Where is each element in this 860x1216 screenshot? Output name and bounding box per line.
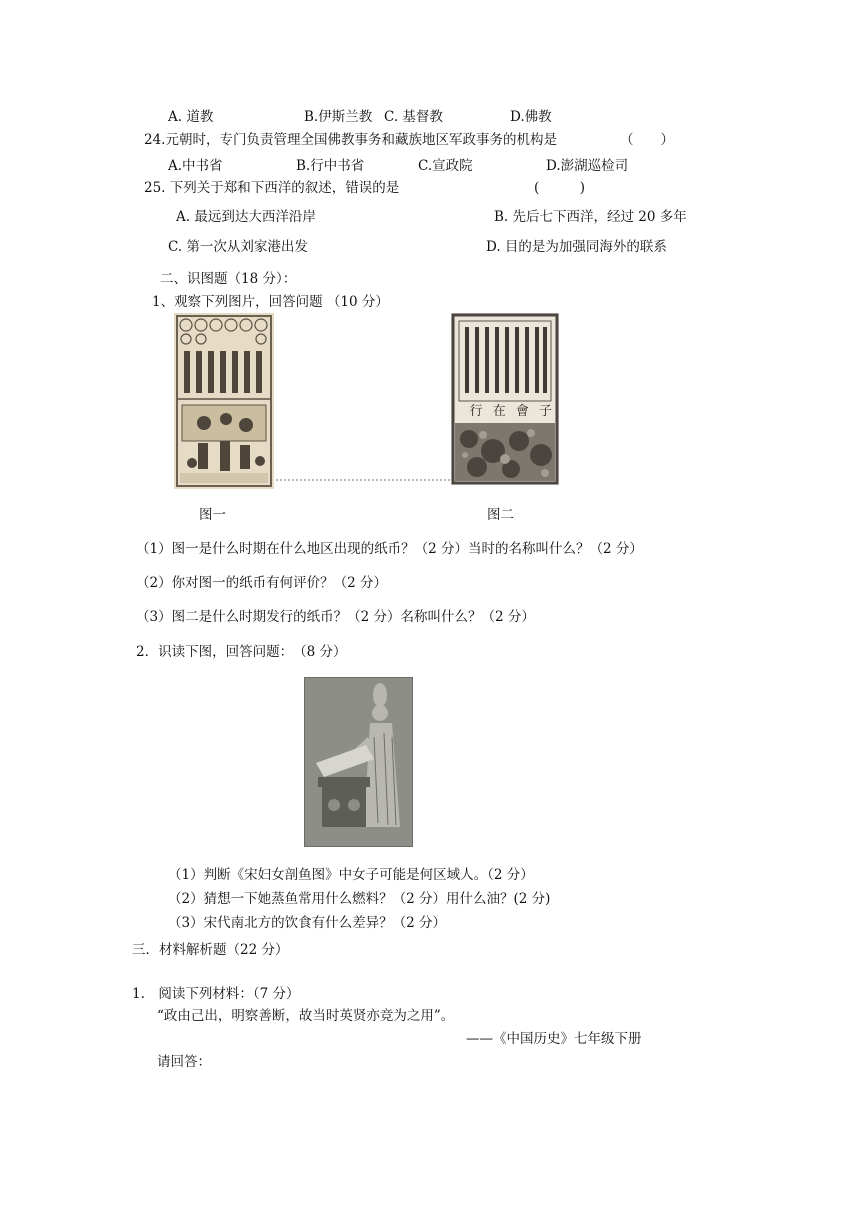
section2-q2-sub1: （1）判断《宋妇女剖鱼图》中女子可能是何区域人。（2 分）: [168, 867, 534, 883]
figure1-caption: 图一: [199, 507, 226, 523]
q25-answer-parentheses: ( ): [534, 180, 586, 196]
figure2-illustration: [455, 423, 555, 481]
q24-stem: 24.元朝时，专门负责管理全国佛教事务和藏族地区军政事务的机构是: [144, 132, 557, 148]
figure2-caption: 图二: [487, 507, 514, 523]
q25-option-a: A. 最远到达大西洋沿岸: [176, 209, 316, 225]
q25-option-d: D. 目的是为加强同海外的联系: [486, 239, 667, 255]
q24-option-b: B.行中书省: [296, 158, 365, 174]
q25-option-b: B. 先后七下西洋，经过 20 多年: [494, 209, 687, 225]
q25-option-c: C. 第一次从刘家港出发: [168, 239, 308, 255]
section2-q2-sub3: （3）宋代南北方的饮食有什么差异？（2 分）: [168, 915, 446, 931]
q25-stem: 25. 下列关于郑和下西洋的叙述，错误的是: [144, 180, 400, 196]
q24-option-c: C.宣政院: [418, 158, 473, 174]
q23-option-c: C. 基督教: [384, 109, 443, 125]
section2-title: 二、识图题（18 分）：: [160, 271, 297, 287]
section3-q1-source: ——《中国历史》七年级下册: [466, 1031, 642, 1047]
section3-title: 三．材料解析题（22 分）: [132, 942, 289, 958]
q23-option-b: B.伊斯兰教: [304, 109, 373, 125]
q24-answer-parentheses: （ ）: [620, 132, 674, 148]
q24-option-a: A.中书省: [168, 158, 223, 174]
section3-q1-prompt: 请回答：: [157, 1054, 211, 1070]
figure2-band-text: 行 在 會 子: [469, 404, 555, 419]
section2-q1-sub2: （2）你对图一的纸币有何评价？（2 分）: [136, 575, 387, 591]
figure1-banknote-image: [174, 313, 274, 489]
section2-q1-sub3: （3）图二是什么时期发行的纸币？（2 分）名称叫什么？（2 分）: [136, 609, 535, 625]
section2-q2-title: 2．识读下图，回答问题： （8 分）: [136, 644, 347, 660]
song-woman-fish-image: [304, 677, 413, 847]
q23-option-d: D.佛教: [510, 109, 552, 125]
section2-q1-title: 1、观察下列图片，回答问题 （10 分）: [152, 294, 389, 310]
section3-q1-title: 1. 阅读下列材料：（7 分）: [132, 986, 300, 1002]
q23-option-a: A. 道教: [168, 109, 214, 125]
section2-q2-sub2: （2）猜想一下她蒸鱼常用什么燃料？（2 分）用什么油？(2 分): [168, 891, 551, 907]
section3-q1-quote: “政由己出，明察善断，故当时英贤亦竞为之用”。: [157, 1008, 455, 1024]
section2-q1-sub1: （1）图一是什么时期在什么地区出现的纸币？（2 分）当时的名称叫什么？（2 分）: [136, 541, 643, 557]
figure-dotted-connector: [276, 479, 450, 481]
q24-option-d: D.澎湖巡检司: [546, 158, 629, 174]
